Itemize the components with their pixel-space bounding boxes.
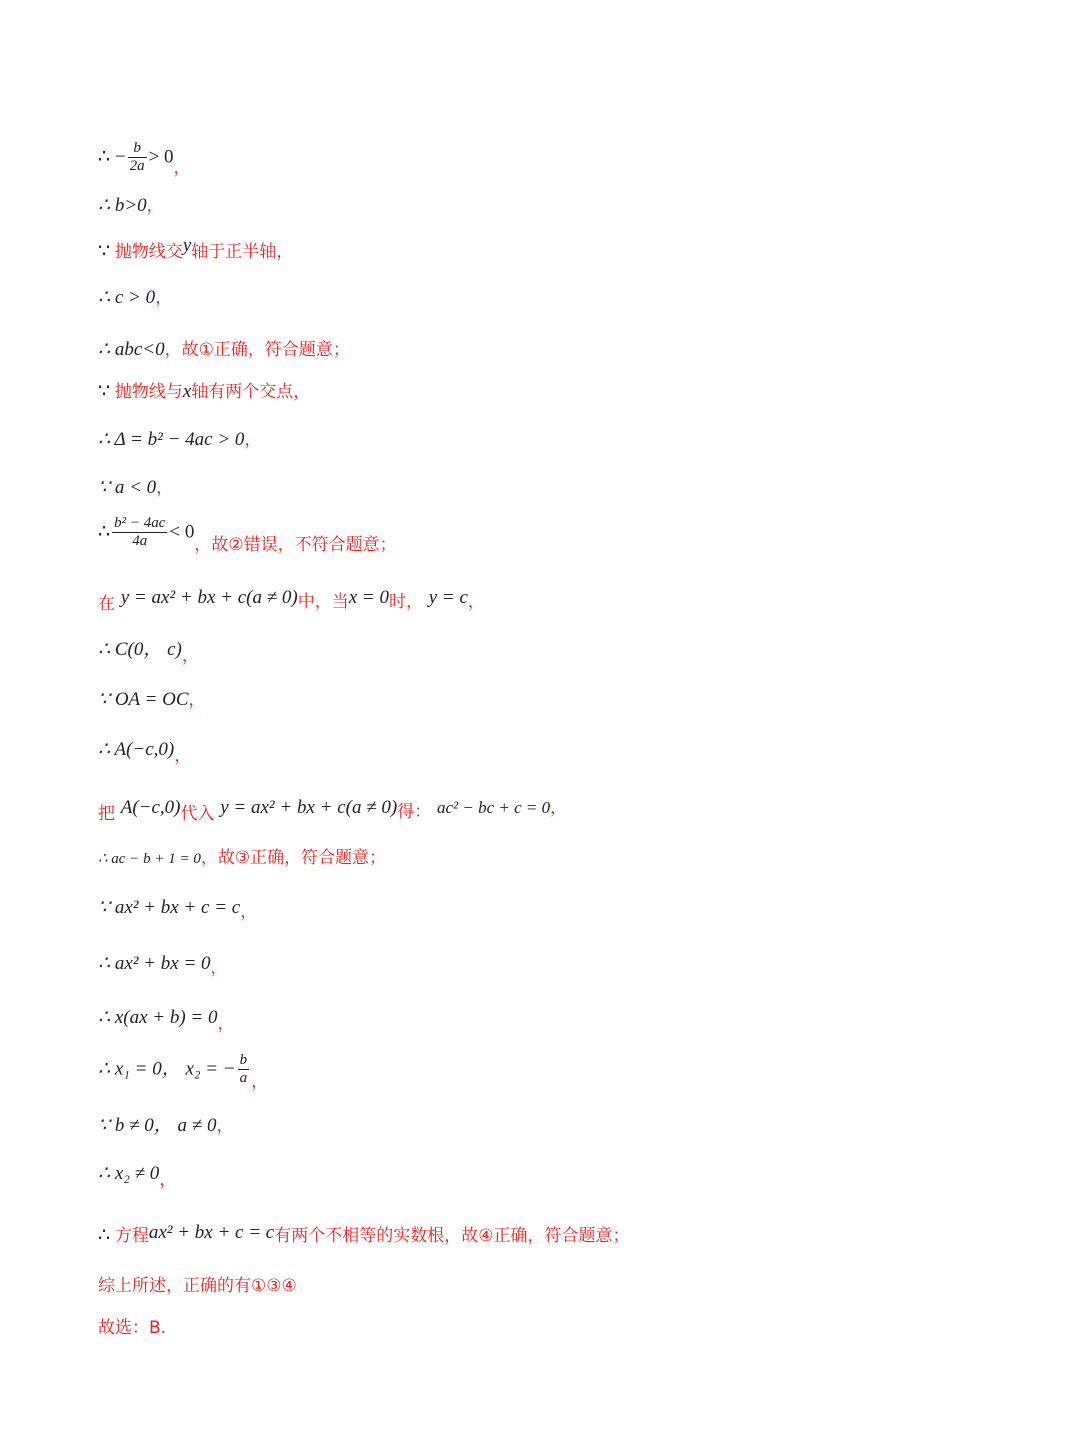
- solution-line-19: [98, 1052, 269, 1092]
- fraction: [238, 1052, 250, 1087]
- answer-text: 故选：B.: [98, 1318, 167, 1338]
- solution-line-8: [98, 476, 173, 500]
- punctuation: ，: [159, 1170, 177, 1190]
- punctuation: ，: [216, 1116, 234, 1136]
- math-expression: x = 0: [348, 587, 389, 608]
- solution-line-2: [98, 194, 164, 218]
- math-variable: x: [182, 381, 192, 402]
- solution-line-5: [98, 338, 350, 362]
- punctuation: ，: [173, 157, 191, 178]
- punctuation: ，: [210, 958, 228, 978]
- explanation-text: 时，: [388, 592, 423, 612]
- math-expression: ∵ ax² + bx + c = c: [98, 897, 241, 918]
- because-symbol: ∵: [98, 381, 115, 402]
- math-expression: ∵ b ≠ 0， a ≠ 0: [98, 1115, 217, 1136]
- explanation-text: 把: [98, 804, 115, 824]
- solution-line-7: [98, 428, 261, 452]
- math-expression: ∴ ac − b + 1 = 0: [98, 851, 201, 867]
- explanation-text: 抛物线交: [114, 242, 183, 262]
- punctuation: ，: [188, 690, 206, 710]
- math-expression: A(−c,0): [120, 797, 181, 818]
- math-expression: ∴ −: [98, 146, 126, 168]
- fraction-numerator: b² − 4ac: [114, 515, 166, 531]
- fraction-denominator: a: [239, 1070, 248, 1086]
- solution-line-1: [98, 140, 191, 178]
- solution-line-17: [98, 952, 228, 976]
- math-expression: ∵ a < 0: [98, 477, 157, 498]
- summary-text: 综上所述，正确的有①③④: [98, 1276, 297, 1296]
- solution-line-12: [98, 688, 206, 712]
- solution-line-10: [98, 586, 485, 614]
- conclusion-text: ，故②错误，不符合题意；: [194, 534, 397, 555]
- math-expression: ∴ b>0: [98, 195, 147, 216]
- math-variable: y: [182, 235, 192, 256]
- solution-line-14: [98, 796, 568, 824]
- math-expression: < 0: [169, 521, 195, 543]
- therefore-symbol: ∴: [98, 521, 111, 543]
- explanation-text: 轴有两个交点，: [191, 382, 311, 402]
- punctuation: ，: [550, 798, 568, 818]
- answer-line: [98, 1316, 166, 1340]
- punctuation: ，: [174, 746, 192, 766]
- therefore-symbol: ∴: [98, 1225, 115, 1246]
- math-expression: ∴ C(0， c): [98, 639, 182, 660]
- solution-line-22: [98, 1224, 630, 1248]
- punctuation: ，: [155, 288, 173, 308]
- solution-line-6: [98, 380, 310, 404]
- fraction: [112, 515, 167, 550]
- fraction-numerator: b: [128, 140, 147, 158]
- conclusion-text: ，故①正确，符合题意；: [164, 340, 350, 360]
- explanation-text: 代入: [180, 804, 215, 824]
- punctuation: ，: [146, 196, 164, 216]
- math-expression: ∴ abc<0: [98, 339, 165, 360]
- fraction-denominator: 4a: [132, 533, 148, 549]
- explanation-text: 抛物线与: [114, 382, 183, 402]
- math-expression: ∴ c > 0: [98, 287, 156, 308]
- math-expression: ax² + bx + c = c: [148, 1222, 275, 1243]
- explanation-text: 中，当: [297, 592, 349, 612]
- math-expression: ac² − bc + c = 0: [436, 798, 551, 817]
- punctuation: ，: [181, 646, 199, 666]
- solution-summary: [98, 1274, 297, 1298]
- solution-line-13: [98, 738, 192, 766]
- because-symbol: ∵: [98, 241, 115, 262]
- punctuation: ，: [217, 1014, 235, 1034]
- explanation-text: 得：: [397, 802, 432, 822]
- conclusion-text: ，故③正确，符合题意；: [200, 848, 387, 868]
- punctuation: ，: [240, 902, 258, 922]
- math-expression: ∴ Δ = b² − 4ac > 0: [98, 429, 245, 450]
- math-expression: ∴ A(−c,0): [98, 739, 175, 760]
- solution-line-20: [98, 1114, 233, 1138]
- math-expression: ∴ x₁ = 0， x₂ = −: [98, 1058, 236, 1080]
- punctuation: ，: [251, 1071, 269, 1092]
- math-expression: ∴ ax² + bx = 0: [98, 953, 211, 974]
- math-expression: y = ax² + bx + c(a ≠ 0): [220, 797, 398, 818]
- fraction: [128, 140, 147, 175]
- math-expression: ∵ OA = OC: [98, 689, 189, 710]
- math-expression: ∴ x(ax + b) = 0: [98, 1007, 218, 1028]
- explanation-text: 轴于正半轴，: [191, 242, 294, 262]
- solution-line-9: [98, 515, 397, 555]
- fraction-denominator: 2a: [129, 158, 145, 174]
- explanation-text: 方程: [114, 1226, 149, 1246]
- explanation-text: 在: [98, 594, 115, 614]
- punctuation: ，: [244, 430, 262, 450]
- punctuation: ，: [156, 478, 174, 498]
- solution-line-11: [98, 638, 199, 666]
- solution-line-21: [98, 1162, 177, 1190]
- math-expression: y = ax² + bx + c(a ≠ 0): [120, 587, 298, 608]
- conclusion-text: 有两个不相等的实数根，故④正确，符合题意；: [274, 1226, 630, 1246]
- solution-line-16: [98, 896, 257, 920]
- punctuation: ，: [467, 592, 485, 612]
- solution-line-15: [98, 846, 386, 871]
- math-expression: ∴ x₂ ≠ 0: [98, 1163, 160, 1184]
- solution-line-3: [98, 235, 294, 264]
- math-expression: y = c: [428, 587, 468, 608]
- math-expression: > 0: [148, 146, 174, 168]
- solution-line-18: [98, 1006, 235, 1034]
- fraction-numerator: b: [239, 1052, 248, 1068]
- solution-line-4: [98, 286, 172, 310]
